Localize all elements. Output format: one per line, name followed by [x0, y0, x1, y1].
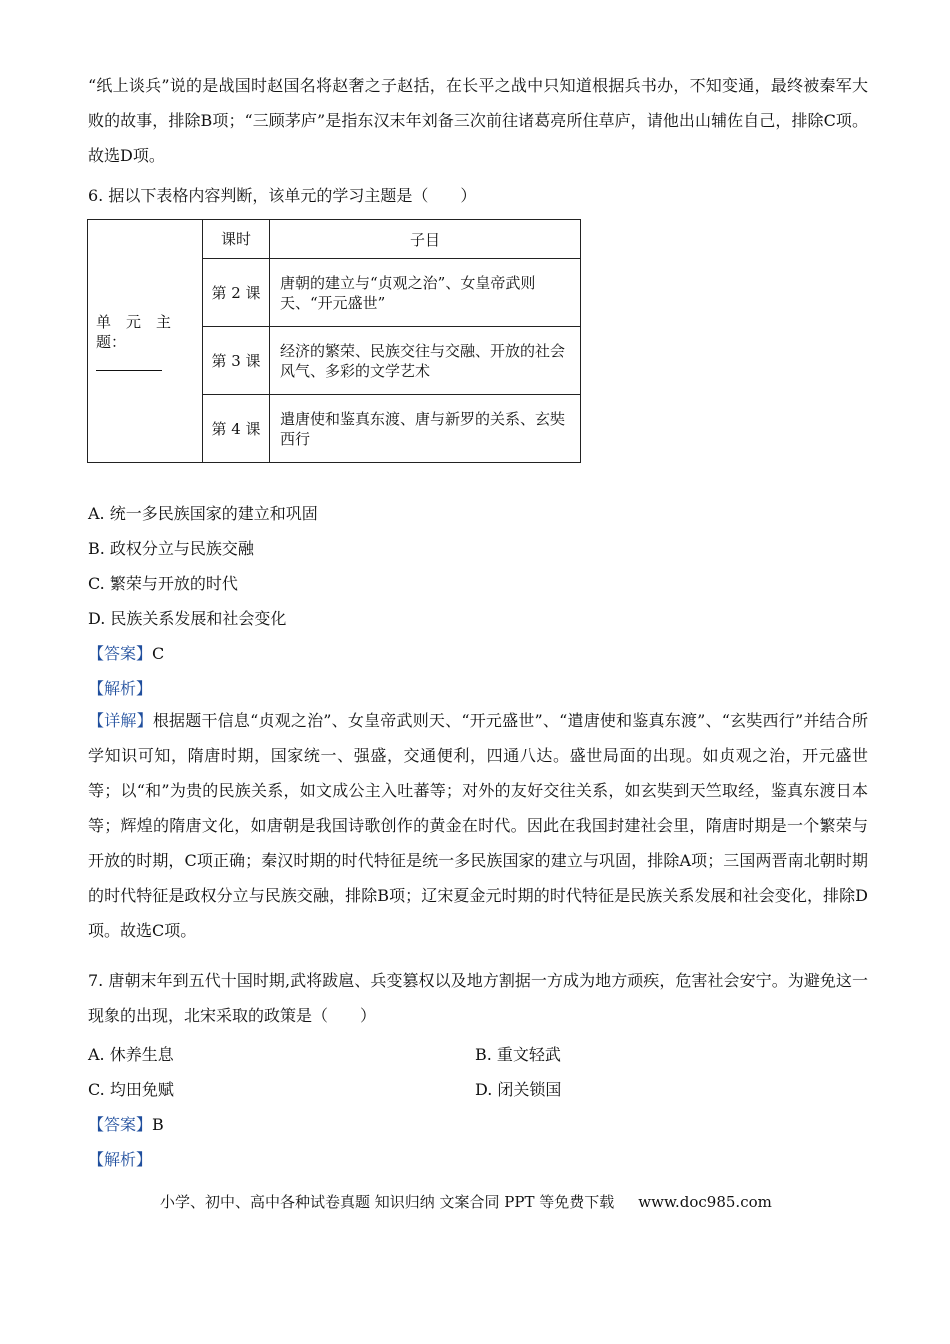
lesson-cell: 第 4 课: [203, 395, 270, 463]
q6-option-c: C. 繁荣与开放的时代: [88, 574, 238, 593]
q7-option-c: C. 均田免赋: [88, 1080, 174, 1099]
unit-theme-cell: [88, 220, 203, 463]
q7-option-b: B. 重文轻武: [475, 1045, 561, 1064]
q7-option-a: A. 休养生息: [88, 1045, 174, 1064]
footer-text: 小学、初中、高中各种试卷真题 知识归纳 文案合同 PPT 等免费下载: [160, 1193, 615, 1211]
topic-cell: 唐朝的建立与“贞观之治”、女皇帝武则天、“开元盛世”: [270, 259, 581, 327]
q6-option-b: B. 政权分立与民族交融: [88, 539, 254, 558]
q6-option-a: A. 统一多民族国家的建立和巩固: [88, 504, 318, 523]
unit-topic-table: [87, 219, 581, 463]
answer-tag: 【答案】: [88, 1115, 153, 1134]
lesson-cell: 第 3 课: [203, 327, 270, 395]
q6-detail: [88, 703, 868, 948]
footer-url[interactable]: www.doc985.com: [638, 1193, 772, 1211]
topic-cell: 遣唐使和鉴真东渡、唐与新罗的关系、玄奘西行: [270, 395, 581, 463]
question-7-stem: 7. 唐朝末年到五代十国时期,武将跋扈、兵变篡权以及地方割据一方成为地方顽疾，危害社会安宁。为避免这一现象的出现，北宋采取的政策是（ ）: [88, 971, 868, 1025]
lesson-cell: 第 2 课: [203, 259, 270, 327]
page-footer: [160, 1191, 772, 1212]
topic-cell: 经济的繁荣、民族交往与交融、开放的社会风气、多彩的文学艺术: [270, 327, 581, 395]
answer-value: C: [152, 644, 165, 663]
previous-question-analysis: “纸上谈兵”说的是战国时赵国名将赵奢之子赵括，在长平之战中只知道根据兵书办，不知变通，最终被秦军大败的故事，排除B项；“三顾茅庐”是指东汉末年刘备三次前往诸葛亮所住草庐，请他出山辅佐自己，排除C项。故选D项。: [88, 76, 868, 165]
q6-analysis-tag: 【解析】: [88, 679, 153, 698]
answer-tag: 【答案】: [88, 644, 153, 663]
detail-text: 根据题干信息“贞观之治”、女皇帝武则天、“开元盛世”、“遣唐使和鉴真东渡”、“玄奘西行”并结合所学知识可知，隋唐时期，国家统一、强盛，交通便利，四通八达。盛世局面的出现。如贞观之治，开元盛世等；以“和”为贵的民族关系，如文成公主入吐蕃等；对外的友好交往关系，如玄奘到天竺取经，鉴真东渡日本等；辉煌的隋唐文化，如唐朝是我国诗歌创作的黄金在时代。因此在我国封建社会里，隋唐时期是一个繁荣与开放的时期，C项正确；秦汉时期的时代特征是统一多民族国家的建立与巩固，排除A项；三国两晋南北朝时期的时代特征是政权分立与民族交融，排除B项；辽宋夏金元时期的时代特征是民族关系发展和社会变化，排除D项。故选C项。: [88, 711, 868, 940]
question-6-stem: 6. 据以下表格内容判断，该单元的学习主题是（ ）: [88, 186, 477, 205]
unit-theme-blank: [96, 370, 162, 371]
answer-value: B: [152, 1115, 164, 1134]
q6-option-d: D. 民族关系发展和社会变化: [88, 609, 287, 628]
unit-theme-label: 单 元 主题：: [96, 312, 172, 351]
header-lesson: 课时: [203, 220, 270, 259]
detail-tag: 【详解】: [88, 711, 153, 730]
q6-answer: [88, 643, 164, 665]
q7-option-d: D. 闭关锁国: [475, 1080, 562, 1099]
header-topic: 子目: [270, 220, 581, 259]
q7-analysis-tag: 【解析】: [88, 1150, 153, 1169]
q7-answer: [88, 1114, 164, 1136]
